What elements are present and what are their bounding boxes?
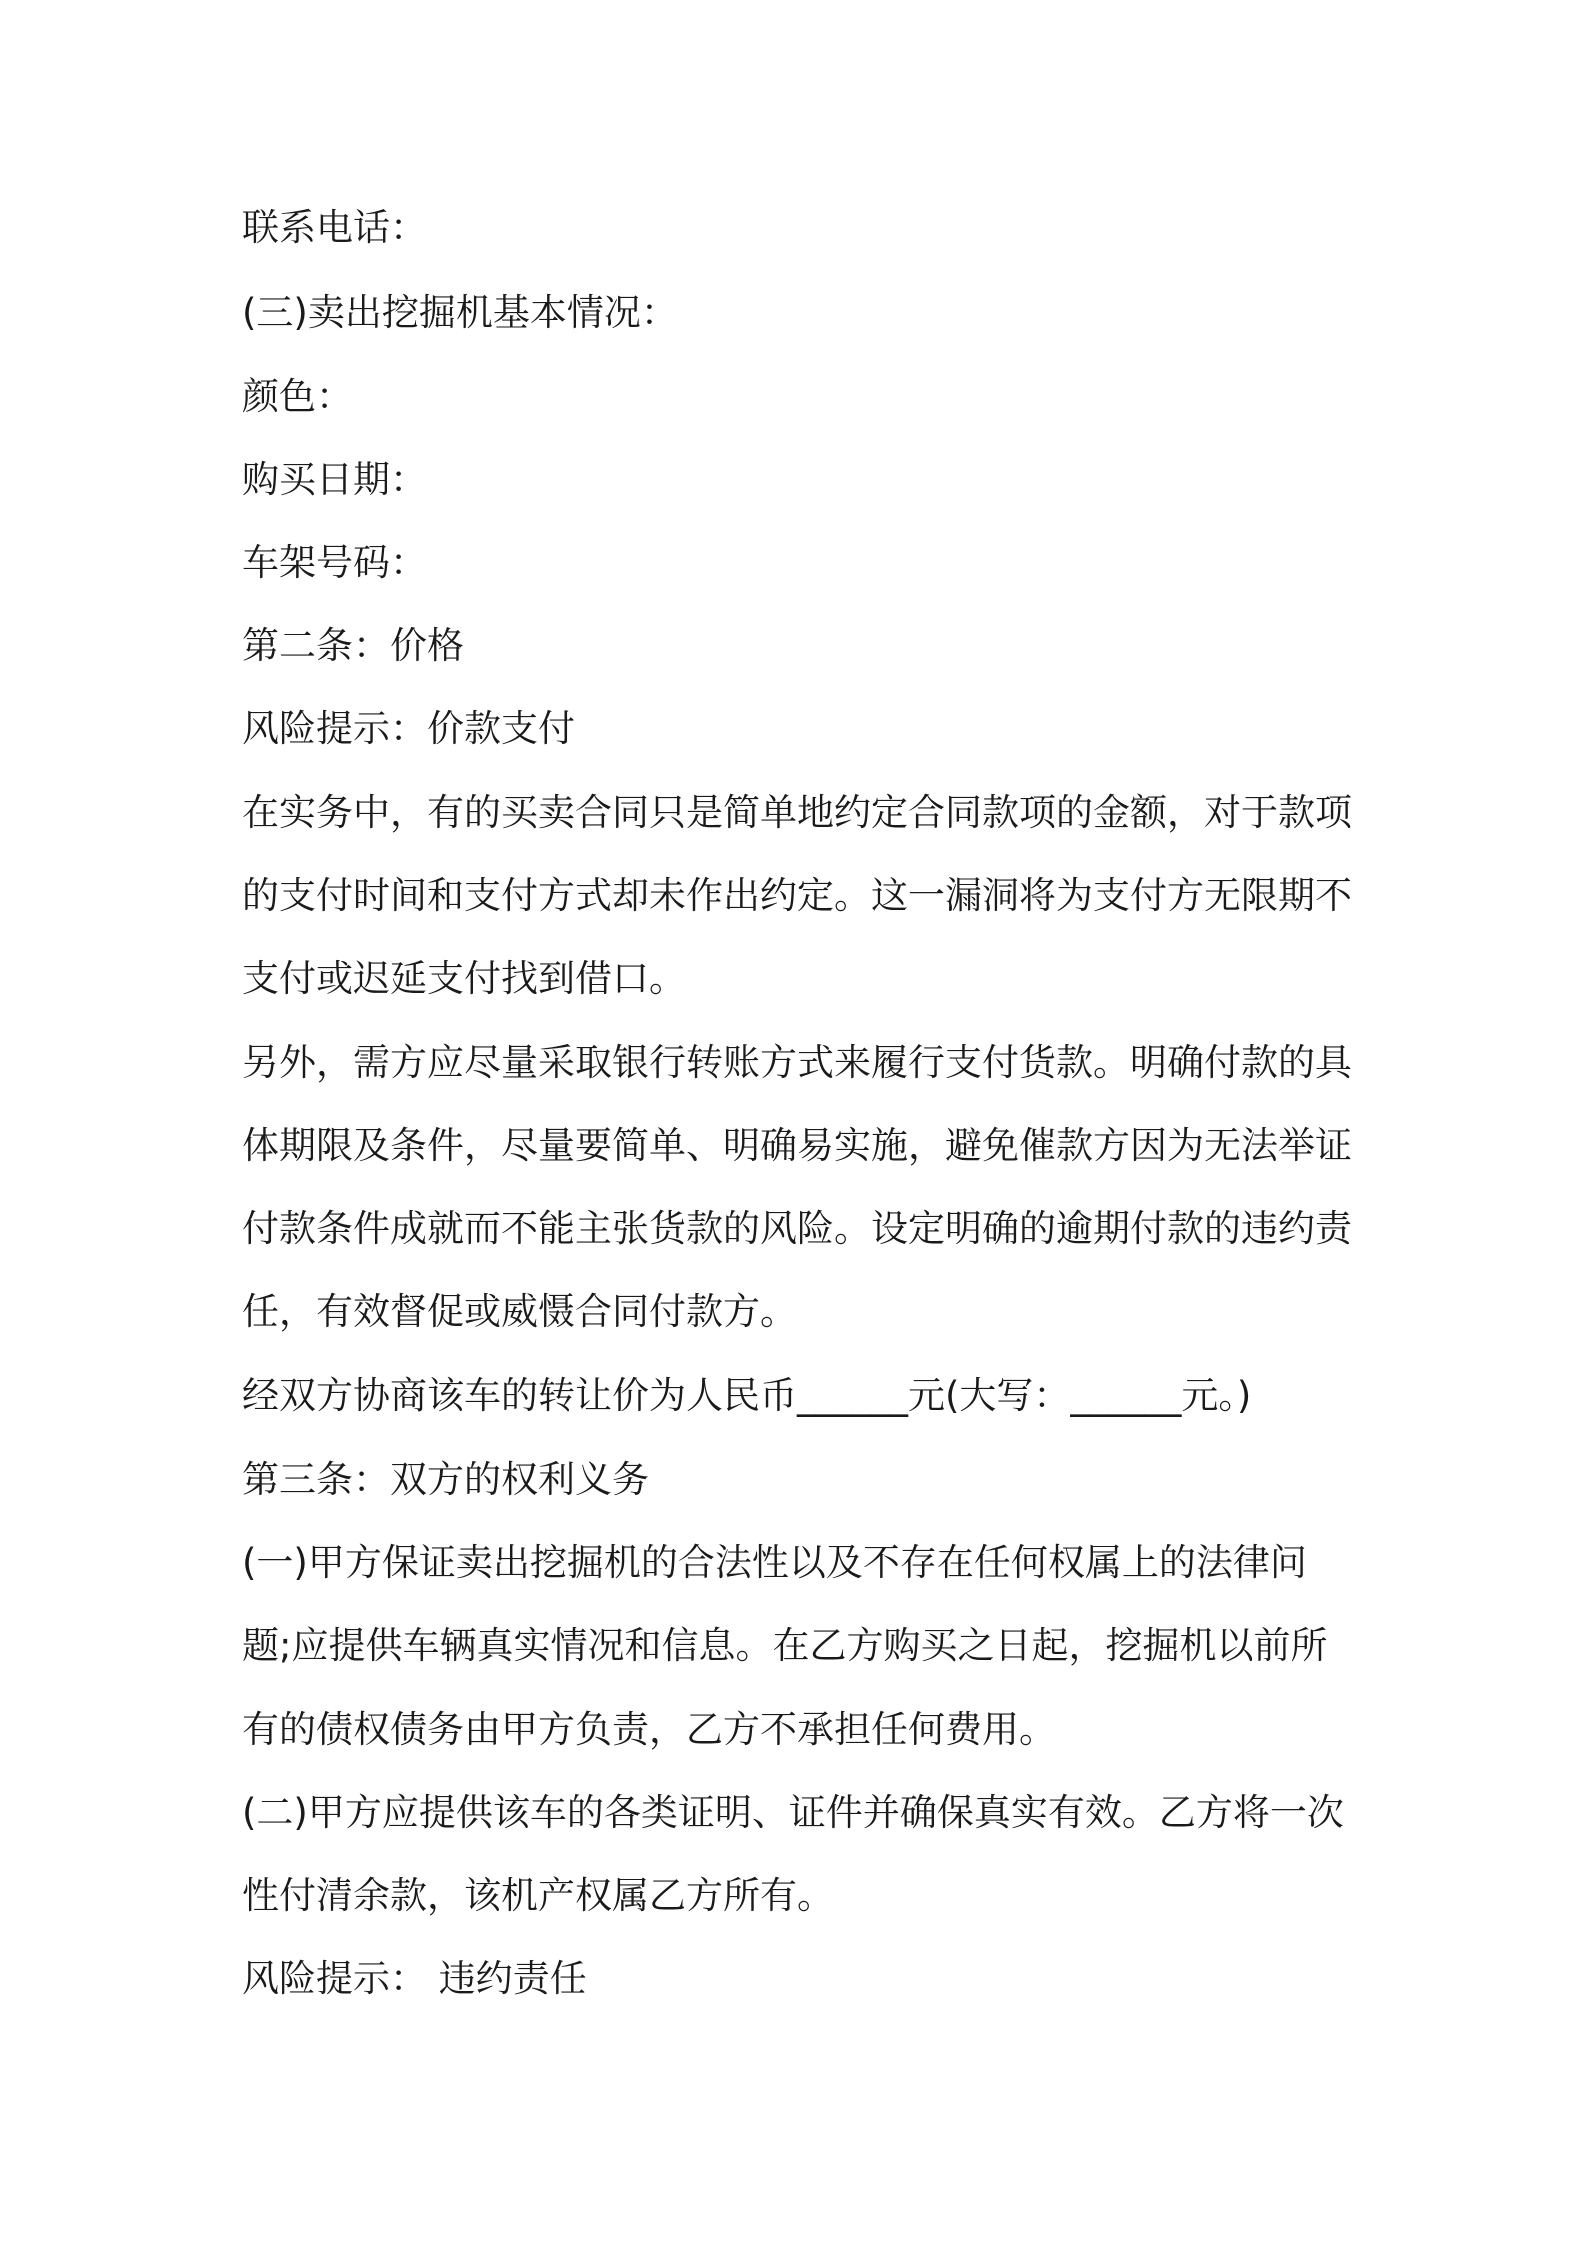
text-line: 购买日期： [242, 458, 427, 501]
text-line: 风险提示：价款支付 [242, 707, 575, 750]
text-line: 任，有效督促或威慑合同付款方。 [242, 1290, 797, 1333]
text-line: 有的债权债务由甲方负责，乙方不承担任何费用。 [242, 1708, 1056, 1751]
text-line: 题;应提供车辆真实情况和信息。在乙方购买之日起，挖掘机以前所 [242, 1624, 1328, 1667]
text-line: 车架号码： [242, 541, 427, 584]
text-line: 第三条：双方的权利义务 [242, 1458, 649, 1501]
text-line: 联系电话： [242, 206, 427, 249]
text-line: 在实务中，有的买卖合同只是简单地约定合同款项的金额，对于款项 [242, 791, 1352, 834]
text-line: 付款条件成就而不能主张货款的风险。设定明确的逾期付款的违约责 [242, 1207, 1352, 1250]
text-line: (三)卖出挖掘机基本情况： [242, 291, 678, 334]
text-line: 另外，需方应尽量采取银行转账方式来履行支付货款。明确付款的具 [242, 1041, 1352, 1084]
text-line: 风险提示： 违约责任 [242, 1957, 587, 2000]
text-line: 颜色： [242, 375, 353, 418]
text-line: 经双方协商该车的转让价为人民币______元(大写：______元。) [242, 1374, 1252, 1417]
text-line: 性付清余款，该机产权属乙方所有。 [242, 1874, 834, 1917]
text-line: 的支付时间和支付方式却未作出约定。这一漏洞将为支付方无限期不 [242, 874, 1352, 917]
text-line: 第二条：价格 [242, 624, 464, 667]
text-line: (二)甲方应提供该车的各类证明、证件并确保真实有效。乙方将一次 [242, 1791, 1344, 1834]
text-line: 体期限及条件，尽量要简单、明确易实施，避免催款方因为无法举证 [242, 1124, 1352, 1167]
text-line: (一)甲方保证卖出挖掘机的合法性以及不存在任何权属上的法律问 [242, 1541, 1307, 1584]
text-line: 支付或迟延支付找到借口。 [242, 957, 686, 1000]
